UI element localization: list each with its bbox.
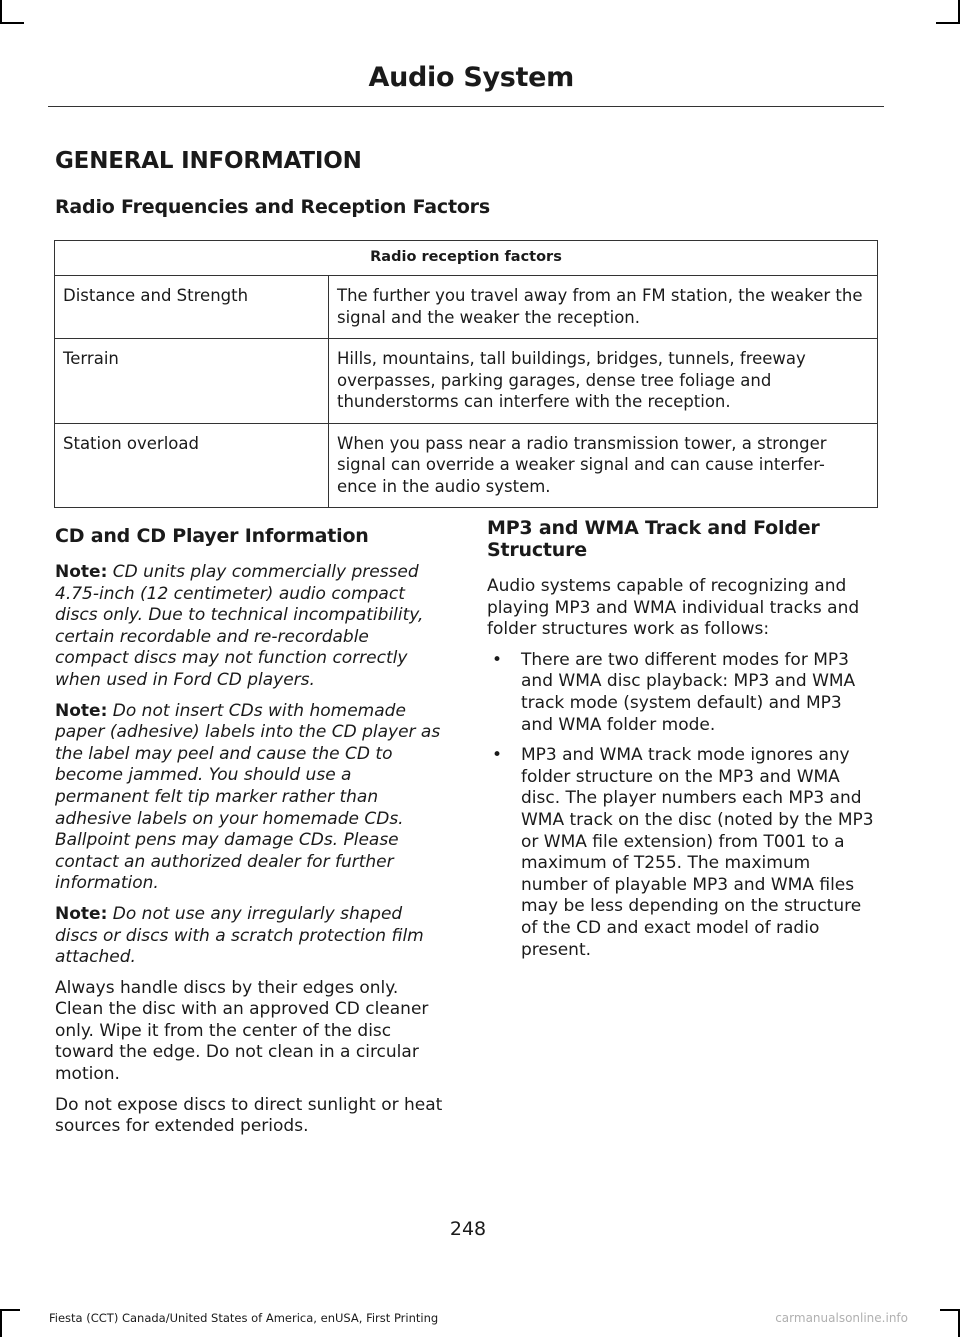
general-information-heading: GENERAL INFORMATION [55, 148, 362, 174]
body-paragraph: Do not expose discs to direct sunlight or heat sources for extended periods. [55, 1094, 443, 1137]
bullet-glyph: • [492, 745, 503, 766]
cd-heading: CD and CD Player Information [55, 525, 369, 547]
mp3-intro: Audio systems capable of recognizing and playing MP3 and WMA individual tracks and folder structures work as follows: [487, 576, 860, 640]
factor-cell: Distance and Strength [55, 276, 329, 339]
mp3-section [487, 517, 879, 970]
section-title: Audio System [368, 62, 574, 93]
cd-section [55, 525, 447, 1147]
crop-mark-top-left-v [0, 0, 2, 24]
note-text: Do not use any irregularly shaped discs or discs with a scratch protection film attached. [55, 903, 424, 968]
bullet-text: There are two different modes for MP3 and WMA disc playback: MP3 and WMA track mode (system default) and MP3 and WMA folder mode. [521, 649, 856, 735]
table-caption-row [55, 241, 878, 276]
watermark: carmanualsonline.info [775, 1311, 908, 1325]
table-caption: Radio reception factors [55, 241, 878, 276]
bullet-glyph: • [492, 649, 503, 670]
crop-mark-top-left-h [0, 22, 24, 24]
reception-factors-table [54, 240, 878, 508]
note-label: Note: [55, 700, 108, 721]
crop-mark-bottom-left-v [0, 1309, 2, 1337]
table-row [55, 423, 878, 508]
note-label: Note: [55, 562, 108, 582]
table-row [55, 276, 878, 339]
radio-frequencies-subheading: Radio Frequencies and Reception Factors [55, 196, 490, 218]
mp3-bullet-list [487, 650, 879, 961]
header-rule [48, 106, 884, 107]
crop-mark-top-right-h [936, 22, 960, 24]
mp3-heading: MP3 and WMA Track and Folder Structure [487, 517, 820, 561]
crop-mark-bottom-left-h [0, 1309, 20, 1311]
note-paragraph [55, 562, 447, 692]
note-text: Do not insert CDs with homemade paper (adhesive) labels into the CD player as the label may peel and cause the CD to become jammed. You should use a permanent felt tip marker rather than adhesive labels on your homemade CDs. Ballpoint pens may damage CDs. Please contact an authorized dealer for further information. [55, 700, 441, 894]
page-number: 248 [449, 1218, 487, 1240]
description-cell: The further you travel away from an FM station, the weaker the signal and the weaker the reception. [329, 276, 878, 339]
list-item [487, 650, 879, 736]
note-text: CD units play commercially pressed 4.75-inch (12 centimeter) audio compact discs only. Due to technical incompatibility, certain recordable and re-recordable compact discs may not function correctly when used in Ford CD players. [55, 562, 424, 690]
description-cell: Hills, mountains, tall buildings, bridges, tunnels, freeway overpasses, parking garages, dense tree foliage and thunderstorms can interfere with the reception. [329, 339, 878, 424]
factor-cell: Terrain [55, 339, 329, 424]
note-paragraph [55, 904, 447, 969]
body-paragraph: Always handle discs by their edges only. Clean the disc with an approved CD cleaner only. Wipe it from the center of the disc toward the edge. Do not clean in a circular motion. [55, 977, 429, 1085]
list-item [487, 745, 879, 961]
footer-text: Fiesta (CCT) Canada/United States of America, enUSA, First Printing [49, 1311, 439, 1325]
factor-cell: Station overload [55, 423, 329, 508]
table-row [55, 339, 878, 424]
note-label: Note: [55, 903, 108, 924]
description-cell: When you pass near a radio transmission tower, a stronger signal can override a weaker signal and can cause interfer- ence in the audio system. [329, 423, 878, 508]
bullet-text: MP3 and WMA track mode ignores any folder structure on the MP3 and WMA disc. The player numbers each MP3 and WMA track on the disc (noted by the MP3 or WMA file extension) from T001 to a maximum of T255. The maximum number of playable MP3 and WMA files may be less depending on the structure of the CD and exact model of radio present. [521, 745, 874, 960]
note-paragraph [55, 701, 447, 895]
crop-mark-bottom-right-h [940, 1309, 960, 1311]
